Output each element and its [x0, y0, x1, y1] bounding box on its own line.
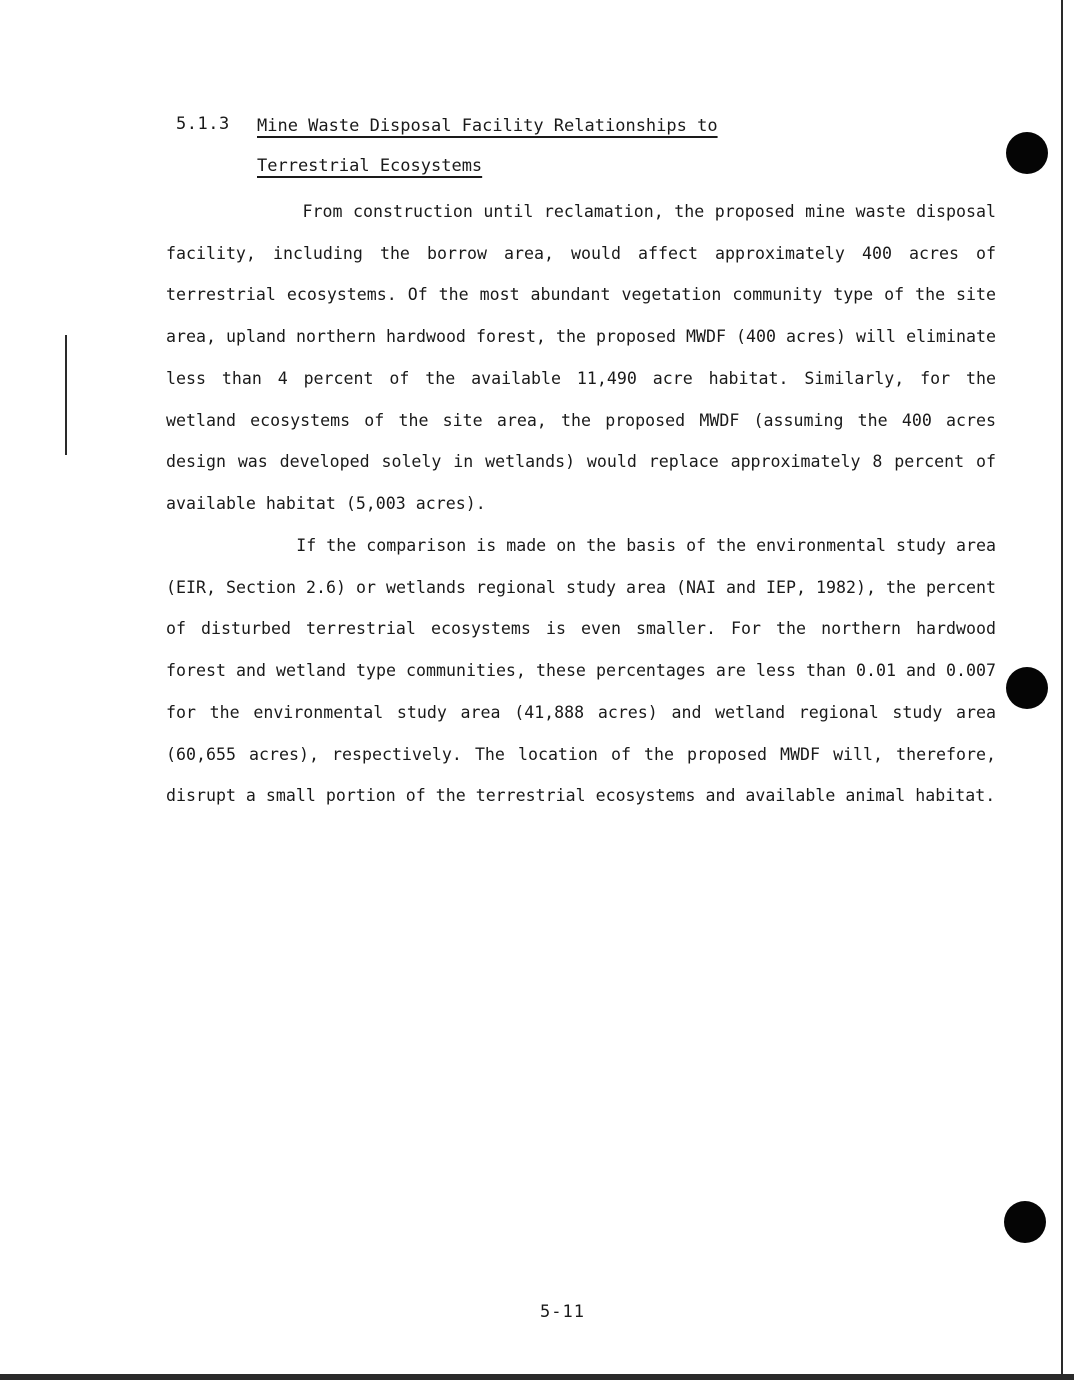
- section-number: 5.1.3: [176, 114, 230, 134]
- binder-hole-top: [1006, 132, 1048, 174]
- section-title-line-2: Terrestrial Ecosystems: [257, 156, 483, 176]
- margin-change-bar: [65, 335, 67, 455]
- section-title-line-1: Mine Waste Disposal Facility Relationships to: [257, 116, 718, 136]
- page-bottom-edge: [0, 1374, 1074, 1380]
- body-paragraph-2: If the comparison is made on the basis of the environmental study area (EIR, Section 2.6) or wetlands regional study area (NAI and IEP, 1982), the percent of disturbed terrestrial ecosystems is even smaller. For the northern hardwood forest and wetland type communities, these percentages are less than 0.01 and 0.007 for the environmental study area (41,888 acres) and wetland regional study area (60,655 acres), respectively. The location of the proposed MWDF will, therefore, disrupt a small portion of the terrestrial ecosystems and available animal habitat.: [166, 536, 996, 806]
- page-number: 5-11: [540, 1302, 585, 1322]
- binder-hole-bottom: [1004, 1201, 1046, 1243]
- page-right-edge: [1061, 0, 1063, 1380]
- binder-hole-middle: [1006, 667, 1048, 709]
- body-paragraph-1: From construction until reclamation, the proposed mine waste disposal facility, including the borrow area, would affect approximately 400 acres of terrestrial ecosystems. Of the most abundant vegetation community type of the site area, upland northern hardwood forest, the proposed MWDF (400 acres) will eliminate less than 4 percent of the available 11,490 acre habitat. Similarly, for the wetland ecosystems of the site area, the proposed MWDF (assuming the 400 acres design was developed solely in wetlands) would replace approximately 8 percent of available habitat (5,003 acres).: [166, 202, 996, 513]
